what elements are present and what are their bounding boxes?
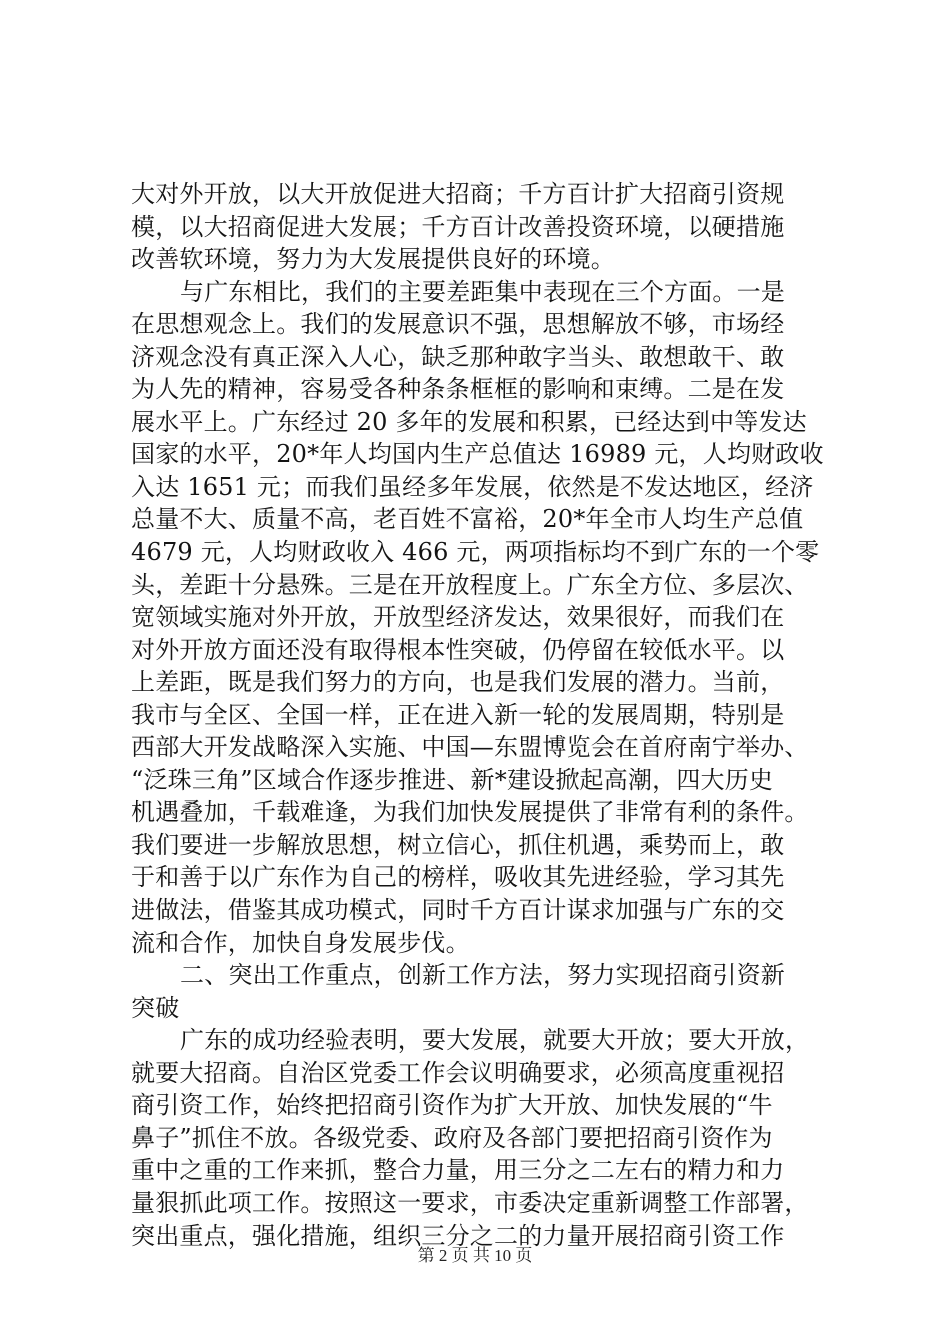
text-line: 展水平上。广东经过 20 多年的发展和积累，已经达到中等发达 [131,407,807,436]
text-line: 进做法，借鉴其成功模式，同时千方百计谋求加强与广东的交 [131,896,785,925]
text-line: 4679 元，人均财政收入 466 元，两项指标均不到广东的一个零 [131,538,820,567]
text-line: 量狠抓此项工作。按照这一要求，市委决定重新调整工作部署， [131,1188,809,1217]
text-line: 宽领域实施对外开放，开放型经济发达，效果很好，而我们在 [131,603,785,632]
text-line: 济观念没有真正深入人心，缺乏那种敢字当头、敢想敢干、敢 [131,342,785,371]
document-body [131,178,831,1252]
text-line: 上差距，既是我们努力的方向，也是我们发展的潜力。当前， [131,668,785,697]
text-line: 机遇叠加，千载难逢，为我们加快发展提供了非常有利的条件。 [131,798,809,827]
text-line: 就要大招商。自治区党委工作会议明确要求，必须高度重视招 [131,1058,785,1087]
text-line: 模，以大招商促进大发展；千方百计改善投资环境，以硬措施 [131,212,785,241]
text-line: 流和合作，加快自身发展步伐。 [131,928,470,957]
text-line: 为人先的精神，容易受各种条条框框的影响和束缚。二是在发 [131,375,785,404]
text-line: 入达 1651 元；而我们虽经多年发展，依然是不发达地区，经济 [131,472,814,501]
text-line: 头，差距十分悬殊。三是在开放程度上。广东全方位、多层次、 [131,570,809,599]
text-line: 在思想观念上。我们的发展意识不强，思想解放不够，市场经 [131,310,785,339]
paragraph-first-line: 与广东相比，我们的主要差距集中表现在三个方面。一是 [180,277,785,306]
text-line: 突出重点，强化措施，组织三分之二的力量开展招商引资工作 [131,1221,785,1250]
text-line: 西部大开发战略深入实施、中国—东盟博览会在首府南宁举办、 [131,733,809,762]
text-line: 于和善于以广东作为自己的榜样，吸收其先进经验，学习其先 [131,863,785,892]
text-line: 我市与全区、全国一样，正在进入新一轮的发展周期，特别是 [131,700,785,729]
page-footer: 第 2 页 共 10 页 [417,1246,533,1265]
text-line: 重中之重的工作来抓，整合力量，用三分之二左右的精力和力 [131,1156,785,1185]
text-line: 我们要进一步解放思想，树立信心，抓住机遇，乘势而上，敢 [131,830,785,859]
text-line: 鼻子”抓住不放。各级党委、政府及各部门要把招商引资作为 [131,1123,773,1152]
paragraph-first-line: 广东的成功经验表明，要大发展，就要大开放；要大开放， [180,1026,810,1055]
text-line: 总量不大、质量不高，老百姓不富裕，20*年全市人均生产总值 [131,505,804,534]
text-line: 突破 [131,993,180,1022]
text-line: 对外开放方面还没有取得根本性突破，仍停留在较低水平。以 [131,635,785,664]
text-line: “泛珠三角”区域合作逐步推进、新*建设掀起高潮，四大历史 [131,765,774,794]
text-line: 国家的水平，20*年人均国内生产总值达 16989 元，人均财政收 [131,440,824,469]
paragraph-first-line: 二、突出工作重点，创新工作方法，努力实现招商引资新 [180,961,785,990]
text-line: 商引资工作，始终把招商引资作为扩大开放、加快发展的“牛 [131,1091,773,1120]
text-line: 大对外开放，以大开放促进大招商；千方百计扩大招商引资规 [131,180,785,208]
text-line: 改善软环境，努力为大发展提供良好的环境。 [131,245,615,274]
